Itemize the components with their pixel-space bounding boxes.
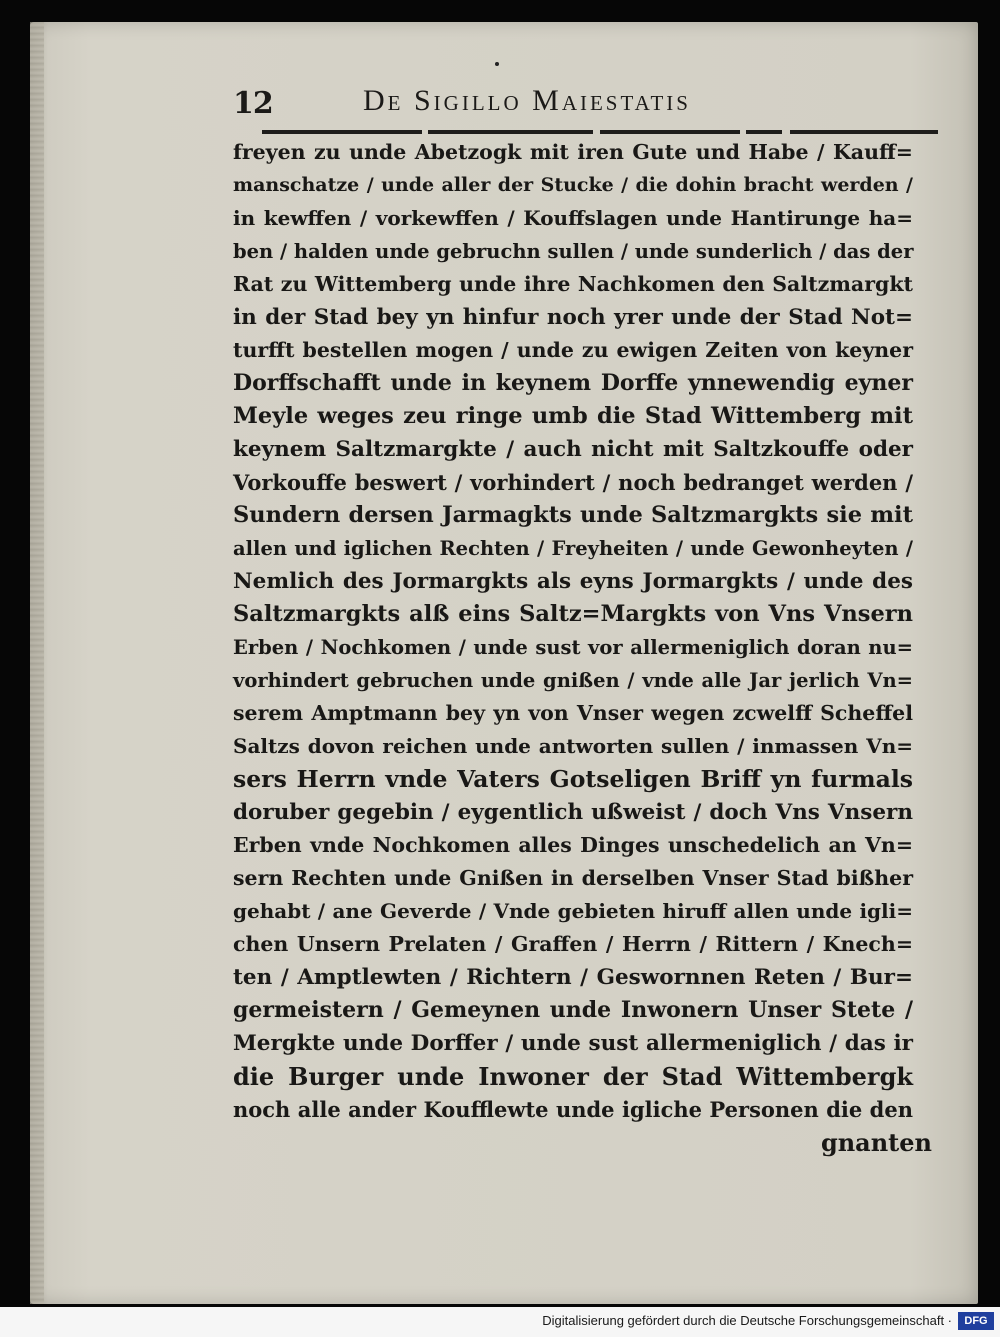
header-rule-segment xyxy=(790,130,938,134)
header-rule-segment xyxy=(600,130,740,134)
text-line: Meyle weges zeu ringe umb die Stad Wittemberg mit xyxy=(233,403,913,429)
footer-bar xyxy=(0,1307,1000,1337)
text-line: in kewffen / vorkewffen / Kouffslagen unde Hantirunge ha= xyxy=(233,206,913,230)
text-line: Erben vnde Nochkomen alles Dinges unschedelich an Vn= xyxy=(233,833,913,857)
text-line: allen und iglichen Rechten / Freyheiten / unde Gewonheyten / xyxy=(233,537,913,560)
running-title: De Sigillo Maiestatis xyxy=(363,84,691,117)
body-text xyxy=(233,136,913,1126)
text-line: Vorkouffe beswert / vorhindert / noch bedranget werden / xyxy=(233,470,913,495)
text-line: vorhindert gebruchen unde gnißen / vnde alle Jar jerlich Vn= xyxy=(233,669,913,692)
text-line: in der Stad bey yn hinfur noch yrer unde der Stad Not= xyxy=(233,305,913,330)
text-line: freyen zu unde Abetzogk mit iren Gute und Habe / Kauff= xyxy=(233,140,913,164)
funding-credit: Digitalisierung gefördert durch die Deutsche Forschungsgemeinschaft · xyxy=(542,1313,952,1328)
text-line: serem Amptmann bey yn von Vnser wegen zcwelff Scheffel xyxy=(233,701,913,725)
text-line: Erben / Nochkomen / unde sust vor allermeniglich doran nu= xyxy=(233,636,913,659)
page-number: 12 xyxy=(233,86,273,121)
text-line: gehabt / ane Geverde / Vnde gebieten hiruff allen unde igli= xyxy=(233,899,913,923)
text-line: germeistern / Gemeynen unde Inwonern Unser Stete / xyxy=(233,997,913,1023)
text-line: ben / halden unde gebruchn sullen / unde sunderlich / das der xyxy=(233,240,914,263)
text-line: Nemlich des Jormargkts als eyns Jormargkts / unde des xyxy=(233,569,913,594)
text-line: manschatze / unde aller der Stucke / die dohin bracht werden / xyxy=(233,174,913,196)
text-line: keynem Saltzmargkte / auch nicht mit Saltzkouffe oder xyxy=(233,437,913,462)
catchword: gnanten xyxy=(820,1128,932,1157)
dfg-logo: DFG xyxy=(958,1312,994,1330)
text-line: Rat zu Wittemberg unde ihre Nachkomen den Saltzmargkt xyxy=(233,272,913,296)
text-line: Dorffschafft unde in keynem Dorffe ynnewendig eyner xyxy=(233,370,913,396)
header-rule-segment xyxy=(746,130,782,134)
text-line: die Burger unde Inwoner der Stad Wittembergk xyxy=(233,1062,913,1091)
text-line: Sundern dersen Jarmagkts unde Saltzmargkts sie mit xyxy=(233,502,913,528)
text-line: noch alle ander Koufflewte unde igliche Personen die den xyxy=(233,1097,913,1122)
text-line: sern Rechten unde Gnißen in derselben Vnser Stad bißher xyxy=(233,866,913,890)
text-line: chen Unsern Prelaten / Graffen / Herrn / Rittern / Knech= xyxy=(233,932,913,956)
text-line: ten / Amptlewten / Richtern / Geswornnen Reten / Bur= xyxy=(233,965,913,990)
text-line: doruber gegebin / eygentlich ußweist / doch Vns Vnsern xyxy=(233,800,913,825)
header-rule-segment xyxy=(428,130,593,134)
page-edge-shadow xyxy=(30,22,44,1304)
text-line: Saltzs dovon reichen unde antworten sullen / inmassen Vn= xyxy=(233,734,913,758)
text-line: Mergkte unde Dorffer / unde sust allermeniglich / das ir xyxy=(233,1031,913,1056)
page-header xyxy=(233,66,908,128)
text-line: sers Herrn vnde Vaters Gotseligen Briff yn furmals xyxy=(233,765,913,793)
text-line: turfft bestellen mogen / unde zu ewigen Zeiten von keyner xyxy=(233,338,913,362)
text-line: Saltzmargkts alß eins Saltz=Margkts von Vns Vnsern xyxy=(233,601,913,627)
header-rule-segment xyxy=(262,130,422,134)
